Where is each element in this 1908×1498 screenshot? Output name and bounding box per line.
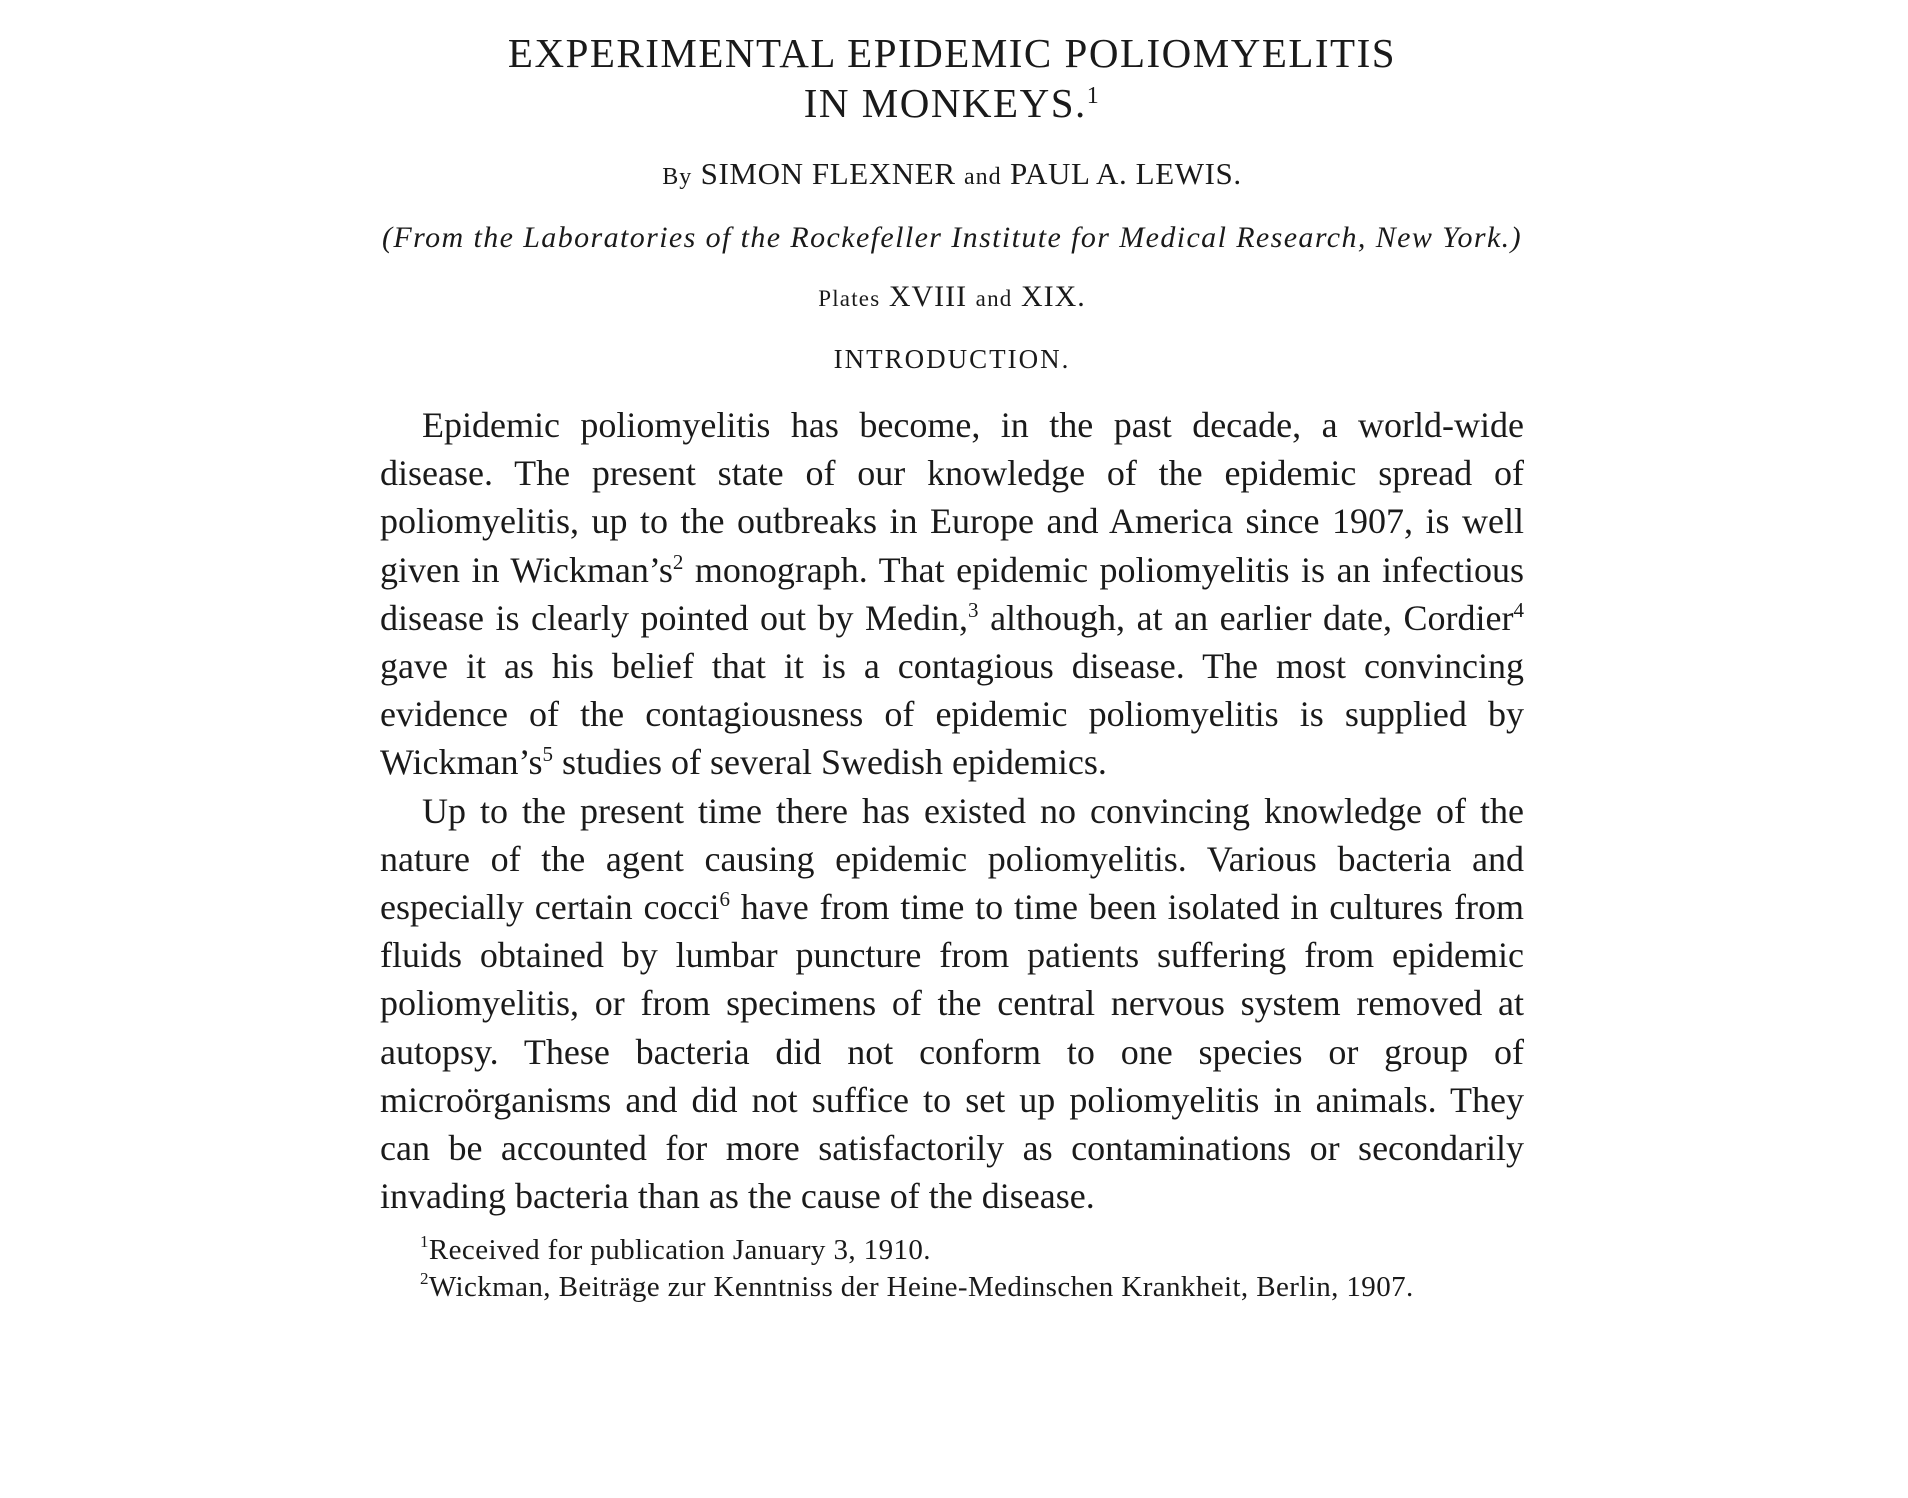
article-page	[380, 28, 1524, 1306]
footnote-marker: 2	[420, 1269, 429, 1289]
paragraph-text: although, at an earlier date, Cordier	[978, 597, 1514, 638]
article-title-text: IN MONKEYS.	[803, 80, 1087, 126]
byline-by: By	[662, 164, 693, 190]
paragraph-text: gave it as his belief that it is a contagious disease. The most convincing evidence of the contagiousness of epidemic poliomyelitis is supplied by Wickman’s	[380, 646, 1524, 783]
footnotes	[380, 1232, 1524, 1306]
title-footnote-marker: 1	[1086, 83, 1101, 109]
paragraph-text: Epidemic poliomyelitis has become, in the past decade, a world-wide disease. The present state of our knowledge of the epidemic spread of poliomyelitis, up to the outbreaks in Europe and America since 1907, is well given in Wickman’s	[380, 405, 1524, 590]
plate-number-1: XVIII	[888, 280, 968, 313]
paragraph-text: Up to the present time there has existed no convincing knowledge of the nature of the agent causing epidemic poliomyelitis. Various bacteria and especially certain cocci	[380, 790, 1524, 928]
article-body	[380, 401, 1524, 1220]
paragraph-text: studies of several Swedish epidemics.	[553, 742, 1107, 783]
affiliation: (From the Laboratories of the Rockefeller Institute for Medical Research, New York.)	[382, 221, 1522, 254]
plates-word: Plates	[818, 286, 881, 311]
footnote-ref: 2	[672, 549, 684, 574]
article-title-line-2	[380, 78, 1524, 128]
paragraph-2	[380, 787, 1524, 1221]
plate-number-2: XIX.	[1020, 280, 1086, 313]
byline-and: and	[963, 164, 1002, 190]
paragraph-text: monograph. That epidemic poliomyelitis is an infectious disease is clearly pointed out by Medin,	[380, 549, 1525, 638]
author-byline	[380, 154, 1524, 197]
footnote-text: Received for publication January 3, 1910.	[428, 1234, 931, 1267]
footnote-ref: 3	[968, 597, 979, 622]
paragraph-1	[380, 401, 1524, 787]
footnote-ref: 4	[1513, 597, 1524, 622]
article-title-line-1: EXPERIMENTAL EPIDEMIC POLIOMYELITIS	[507, 30, 1397, 76]
footnote-ref: 6	[719, 887, 730, 912]
section-heading: INTRODUCTION.	[833, 344, 1071, 374]
author-name-1: SIMON FLEXNER	[700, 156, 956, 191]
footnote-ref: 5	[542, 742, 554, 767]
author-name-2: PAUL A. LEWIS.	[1009, 156, 1242, 191]
footnote-marker: 1	[420, 1232, 429, 1252]
footnote-text: Wickman, Beiträge zur Kenntniss der Heine-Medinschen Krankheit, Berlin, 1907.	[428, 1271, 1414, 1304]
footnote-2	[380, 1269, 1524, 1306]
plates-line	[380, 277, 1524, 319]
paragraph-text: have from time to time been isolated in cultures from fluids obtained by lumbar puncture from patients suffering from epidemic poliomyelitis, or from specimens of the central nervous system removed at autopsy. These bacteria did not conform to one species or group of microörganisms and did not suffice to set up poliomyelitis in animals. They can be accounted for more satisfactorily as contaminations or secondarily invading bacteria than as the cause of the disease.	[380, 887, 1524, 1217]
plates-and: and	[975, 286, 1013, 311]
footnote-1	[380, 1232, 1524, 1269]
